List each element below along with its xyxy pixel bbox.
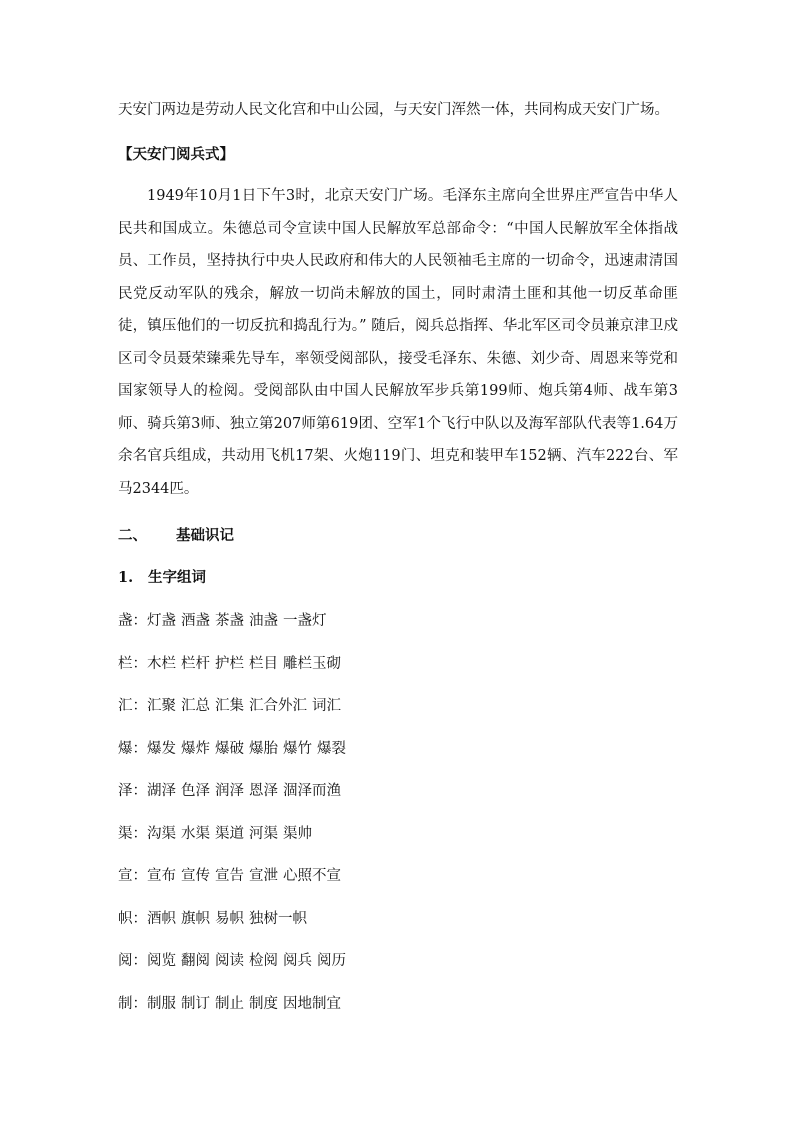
vocab-char: 爆： [118, 740, 147, 757]
vocab-char: 盏： [118, 613, 147, 629]
vocab-word: 爆发 [147, 740, 176, 757]
vocab-word: 润泽 [215, 783, 244, 799]
vocab-word: 易帜 [215, 910, 244, 927]
vocab-word: 汇聚 [147, 698, 176, 714]
vocab-word: 制止 [215, 995, 244, 1012]
vocab-word: 宣布 [147, 868, 176, 884]
subsection-number: 1. [118, 569, 134, 586]
vocab-word: 旗帜 [181, 910, 210, 927]
vocab-word: 汇总 [181, 698, 210, 714]
parade-paragraph: 1949年10月1日下午3时，北京天安门广场。毛泽东主席向全世界庄严宣告中华人民共和国成立。朱德总司令宣读中国人民解放军总部命令：“中国人民解放军全体指战员、工作员，坚持执行中央人民政府和伟大的人民领袖毛主席的一切命令，迅速肃清国民党反动军队的残余，解放一切尚未解放的国土，同时肃清土匪和其他一切反革命匪徒，镇压他们的一切反抗和捣乱行为。” 随后，阅兵总指挥、华北军区司令员兼京津卫戍区司令员聂荣臻乘先导车，率领受阅部队，接受毛泽东、朱德、刘少奇、周恩来等党和国家领导人的检阅。受阅部队由中国人民解放军步兵第199师、炮兵第4师、战车第3师、骑兵第3师、独立第207师第619团、空军1个飞行中队以及海军部队代表等1.64万余名官兵组成，共动用飞机17架、火炮119门、坦克和装甲车152辆、汽车222台、军马2344匹。 [118, 188, 678, 497]
vocab-word: 检阅 [249, 953, 278, 969]
vocab-word: 爆炸 [181, 740, 210, 757]
vocab-word: 渠帅 [283, 825, 312, 842]
parade-heading: 【天安门阅兵式】 [118, 146, 234, 163]
vocab-char: 渠： [118, 825, 147, 842]
vocab-word: 翻阅 [181, 953, 210, 969]
vocab-word: 雕栏玉砌 [283, 655, 341, 672]
vocab-word: 汇集 [215, 698, 244, 714]
vocab-word: 茶盏 [215, 613, 244, 629]
vocab-word: 渠道 [215, 825, 244, 842]
vocab-word: 心照不宣 [283, 868, 341, 884]
vocab-word: 宣泄 [249, 868, 278, 884]
vocab-word: 爆裂 [317, 740, 346, 757]
vocab-word: 独树一帜 [249, 910, 307, 927]
vocab-word: 酒盏 [181, 613, 210, 629]
vocab-row [118, 994, 346, 1014]
vocab-row [118, 781, 346, 801]
vocab-word: 词汇 [312, 698, 341, 714]
vocab-row [118, 824, 317, 844]
vocab-word: 酒帜 [147, 910, 176, 927]
subsection-title: 生字组词 [148, 569, 206, 586]
vocab-word: 护栏 [215, 655, 244, 672]
vocab-word: 爆胎 [249, 740, 278, 757]
vocab-word: 制度 [249, 995, 278, 1012]
vocab-word: 汇合外汇 [249, 698, 307, 714]
vocab-char: 汇： [118, 698, 147, 714]
vocab-word: 宣传 [181, 868, 210, 884]
vocab-word: 油盏 [249, 613, 278, 629]
vocab-char: 宣： [118, 868, 147, 884]
vocab-word: 沟渠 [147, 825, 176, 842]
vocab-word: 阅览 [147, 953, 176, 969]
vocab-word: 栏杆 [181, 655, 210, 672]
vocab-row [118, 951, 351, 971]
vocab-row [118, 696, 346, 716]
vocab-word: 一盏灯 [283, 613, 327, 629]
vocab-word: 栏目 [249, 655, 278, 672]
vocab-char: 制： [118, 995, 147, 1012]
intro-line: 天安门两边是劳动人民文化宫和中山公园，与天安门浑然一体，共同构成天安门广场。 [118, 102, 669, 118]
vocab-row [118, 739, 351, 759]
section-number: 二、 [118, 527, 147, 544]
vocab-row [118, 611, 332, 631]
vocab-word: 因地制宜 [283, 995, 341, 1012]
vocab-char: 泽： [118, 783, 147, 799]
vocab-word: 阅兵 [283, 953, 312, 969]
vocab-row [118, 909, 312, 929]
vocab-word: 湖泽 [147, 783, 176, 799]
vocab-word: 爆竹 [283, 740, 312, 757]
vocab-char: 栏： [118, 655, 147, 672]
vocab-char: 阅： [118, 953, 147, 969]
section-title: 基础识记 [176, 527, 234, 544]
vocab-word: 涸泽而渔 [283, 783, 341, 799]
vocab-word: 色泽 [181, 783, 210, 799]
vocab-word: 河渠 [249, 825, 278, 842]
vocab-word: 木栏 [147, 655, 176, 672]
vocab-word: 阅读 [215, 953, 244, 969]
vocab-word: 恩泽 [249, 783, 278, 799]
vocab-word: 阅历 [317, 953, 346, 969]
vocab-row [118, 866, 346, 886]
vocab-word: 制订 [181, 995, 210, 1012]
vocab-row [118, 654, 346, 674]
vocab-word: 制服 [147, 995, 176, 1012]
vocab-word: 爆破 [215, 740, 244, 757]
vocab-word: 水渠 [181, 825, 210, 842]
vocab-char: 帜： [118, 910, 147, 927]
vocab-word: 灯盏 [147, 613, 176, 629]
vocab-word: 宣告 [215, 868, 244, 884]
